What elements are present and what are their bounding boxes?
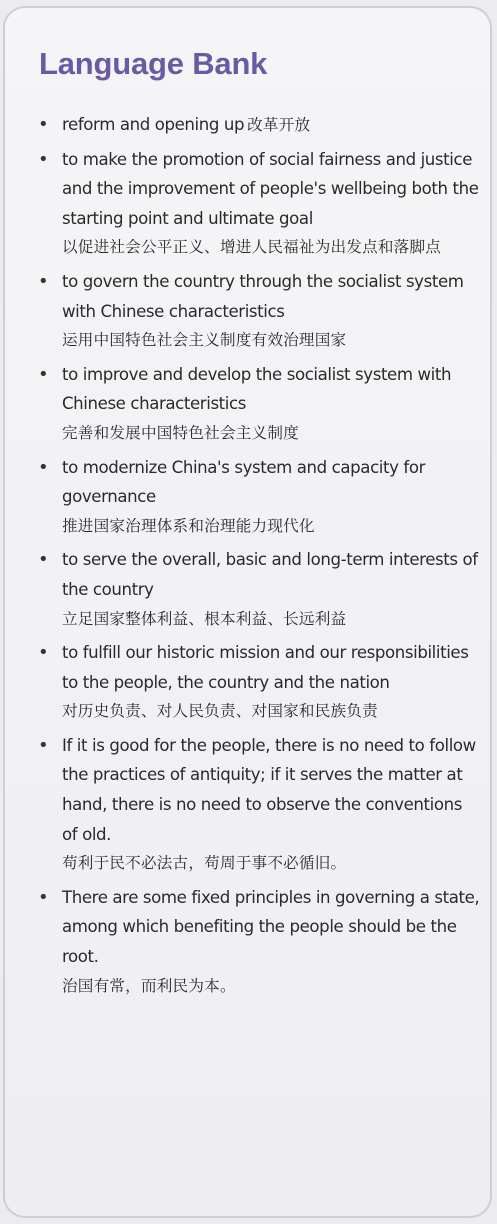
phrase-chinese: 改革开放: [247, 116, 311, 134]
list-item: [5, 453, 494, 542]
list-item: [5, 731, 494, 879]
phrase-chinese: 推进国家治理体系和治理能力现代化: [62, 516, 315, 535]
bullet-icon: •: [38, 734, 49, 756]
bullet-icon: •: [38, 270, 49, 292]
phrase-english: to improve and develop the socialist system with Chinese characteristics: [62, 364, 452, 414]
list-item: [5, 545, 494, 634]
phrase-english: to govern the country through the socialist system with Chinese characteristics: [62, 271, 464, 321]
phrase-chinese: 立足国家整体利益、根本利益、长远利益: [62, 609, 347, 628]
phrase-english: to serve the overall, basic and long-term interests of the country: [62, 550, 478, 599]
phrase-english: to modernize China's system and capacity for governance: [62, 457, 426, 507]
phrase-list: [5, 110, 494, 1005]
phrase-english: to fulfill our historic mission and our responsibilities to the people, the country and the nation: [62, 643, 469, 692]
list-item: [5, 267, 494, 356]
bullet-icon: •: [38, 642, 49, 664]
bullet-icon: •: [38, 886, 49, 908]
bullet-icon: •: [38, 549, 49, 571]
list-item: [5, 360, 494, 449]
phrase-chinese: 苟利于民不必法古，苟周于事不必循旧。: [62, 854, 347, 873]
phrase-chinese: 治国有常，而利民为本。: [62, 976, 236, 995]
phrase-chinese: 以促进社会公平正义、增进人民福祉为出发点和落脚点: [62, 238, 442, 257]
phrase-chinese: 对历史负责、对人民负责、对国家和民族负责: [62, 702, 378, 721]
phrase-english: to make the promotion of social fairness and justice and the improvement of people's wellbeing both the starting point and ultimate goal: [62, 149, 479, 228]
phrase-english: There are some fixed principles in governing a state, among which benefiting the people should be the root.: [62, 887, 480, 967]
phrase-english: reform and opening up 改革开放: [62, 115, 311, 134]
page-title: Language Bank: [39, 46, 268, 81]
list-item: [5, 110, 494, 141]
list-item: [5, 883, 494, 1001]
bullet-icon: •: [38, 456, 49, 478]
phrase-chinese: 完善和发展中国特色社会主义制度: [62, 423, 299, 442]
bullet-icon: •: [38, 363, 49, 385]
list-item: [5, 638, 494, 727]
language-bank-card: [3, 6, 492, 1218]
phrase-chinese: 运用中国特色社会主义制度有效治理国家: [62, 331, 347, 350]
bullet-icon: •: [38, 114, 49, 135]
bullet-icon: •: [38, 148, 49, 170]
list-item: [5, 145, 494, 263]
phrase-english: If it is good for the people, there is no need to follow the practices of antiquity; if it serves the matter at hand, there is no need to observe the conventions of old.: [62, 735, 476, 844]
